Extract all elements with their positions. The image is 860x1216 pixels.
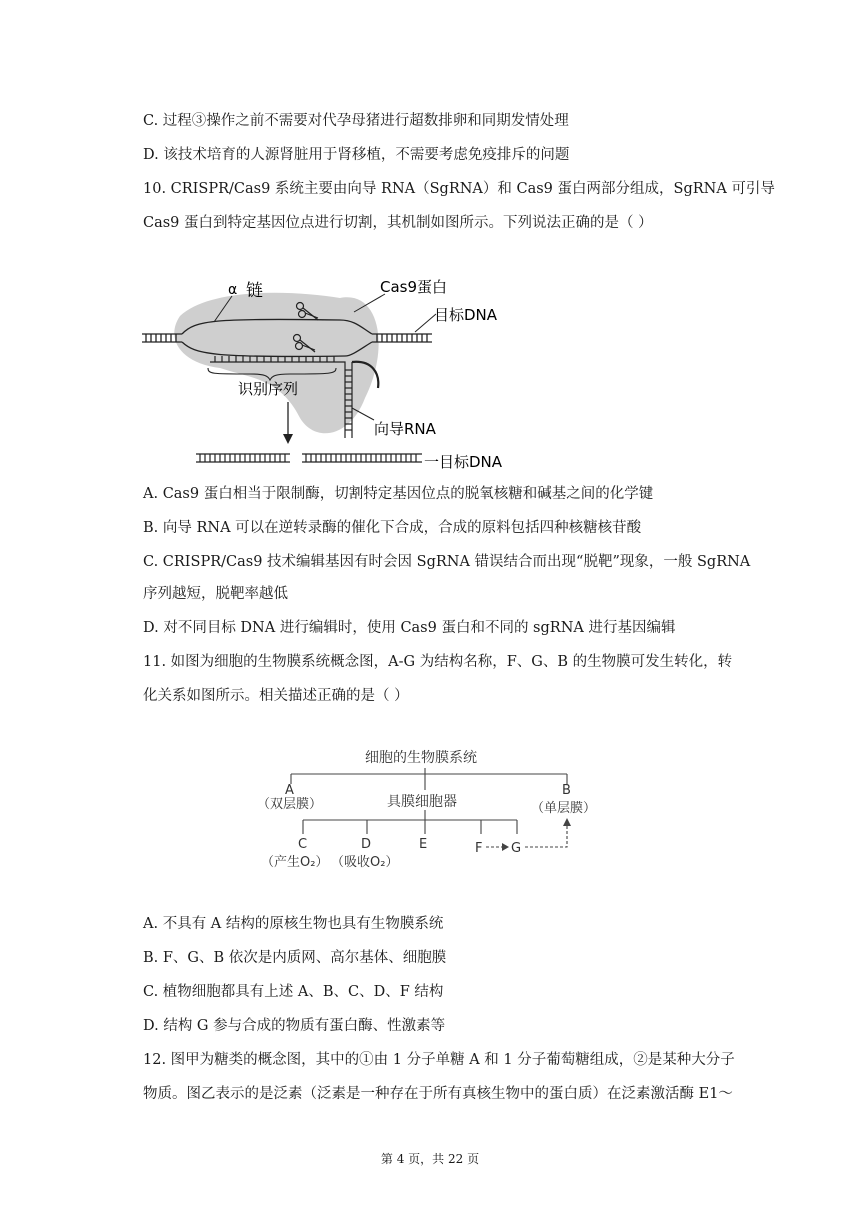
q9-option-c: C. 过程③操作之前不需要对代孕母猪进行超数排卵和同期发情处理	[143, 113, 569, 129]
svg-text:α: α	[228, 282, 238, 298]
node-f: F	[475, 841, 483, 856]
page-footer: 第 4 页，共 22 页	[380, 1152, 480, 1166]
q10-option-c-line1: C. CRISPR/Cas9 技术编辑基因有时会因 SgRNA 错误结合而出现“脱靶”现象，一般 SgRNA	[143, 554, 751, 570]
chain-label: 链	[246, 281, 263, 301]
q10-option-b: B. 向导 RNA 可以在逆转录酶的催化下合成，合成的原料包括四种核糖核苷酸	[143, 520, 642, 536]
cas9-label: Cas9蛋白	[380, 278, 448, 296]
g-to-b-dashed-arrow	[525, 818, 571, 847]
q10-option-c-line2: 序列越短，脱靶率越低	[143, 586, 288, 602]
q9-option-d: D. 该技术培育的人源肾脏用于肾移植，不需要考虑免疫排斥的问题	[143, 147, 570, 163]
node-g: G	[511, 841, 522, 856]
q10-option-a: A. Cas9 蛋白相当于限制酶，切割特定基因位点的脱氧核糖和碱基之间的化学键	[143, 486, 654, 502]
diagram-title: 细胞的生物膜系统	[365, 750, 477, 766]
target-dna-label-top: 目标DNA	[434, 306, 498, 324]
q10-option-d: D. 对不同目标 DNA 进行编辑时，使用 Cas9 蛋白和不同的 sgRNA 进行基因编辑	[143, 620, 676, 636]
left-dna-strand	[142, 334, 182, 342]
node-b: B	[562, 783, 571, 798]
node-middle: 具膜细胞器	[387, 794, 457, 810]
q11-option-d: D. 结构 G 参与合成的物质有蛋白酶、性激素等	[143, 1018, 446, 1034]
q11-stem-line2: 化关系如图所示。相关描述正确的是（ ）	[143, 688, 409, 704]
q10-stem-line2: Cas9 蛋白到特定基因位点进行切割，其机制如图所示。下列说法正确的是（ ）	[143, 215, 653, 231]
guide-rna-label: 向导RNA	[374, 420, 436, 438]
q10-stem-line1: 10. CRISPR/Cas9 系统主要由向导 RNA（SgRNA）和 Cas9 蛋白两部分组成，SgRNA 可引导	[143, 181, 775, 197]
recognition-sequence-label: 识别序列	[238, 380, 299, 398]
q11-stem-line1: 11. 如图为细胞的生物膜系统概念图，A-G 为结构名称，F、G、B 的生物膜可发生转化，转	[143, 654, 733, 670]
q12-stem-line1: 12. 图甲为糖类的概念图，其中的①由 1 分子单糖 A 和 1 分子葡萄糖组成，②是某种大分子	[143, 1052, 735, 1068]
target-dna-label-bottom: 一目标DNA	[424, 453, 503, 471]
node-c-note: （产生O₂）	[261, 855, 329, 870]
membrane-system-figure	[255, 742, 615, 882]
crispr-cas9-figure	[140, 268, 520, 480]
q11-option-b: B. F、G、B 依次是内质网、高尔基体、细胞膜	[143, 950, 447, 966]
down-arrow-icon	[283, 402, 293, 444]
right-dna-strand	[372, 334, 432, 342]
node-b-note: （单层膜）	[531, 801, 597, 816]
q11-option-c: C. 植物细胞都具有上述 A、B、C、D、F 结构	[143, 984, 444, 1000]
q12-stem-line2: 物质。图乙表示的是泛素（泛素是一种存在于所有真核生物中的蛋白质）在泛素激活酶 E1～	[143, 1086, 733, 1102]
node-c: C	[298, 837, 308, 852]
node-a-note: （双层膜）	[257, 797, 323, 812]
node-a: A	[285, 783, 294, 798]
node-e: E	[419, 837, 428, 852]
cut-dna-fragments	[196, 454, 422, 462]
q11-option-a: A. 不具有 A 结构的原核生物也具有生物膜系统	[143, 916, 444, 932]
node-d: D	[361, 837, 372, 852]
f-to-g-dashed-arrow	[486, 843, 509, 851]
node-d-note: （吸收O₂）	[331, 855, 399, 870]
